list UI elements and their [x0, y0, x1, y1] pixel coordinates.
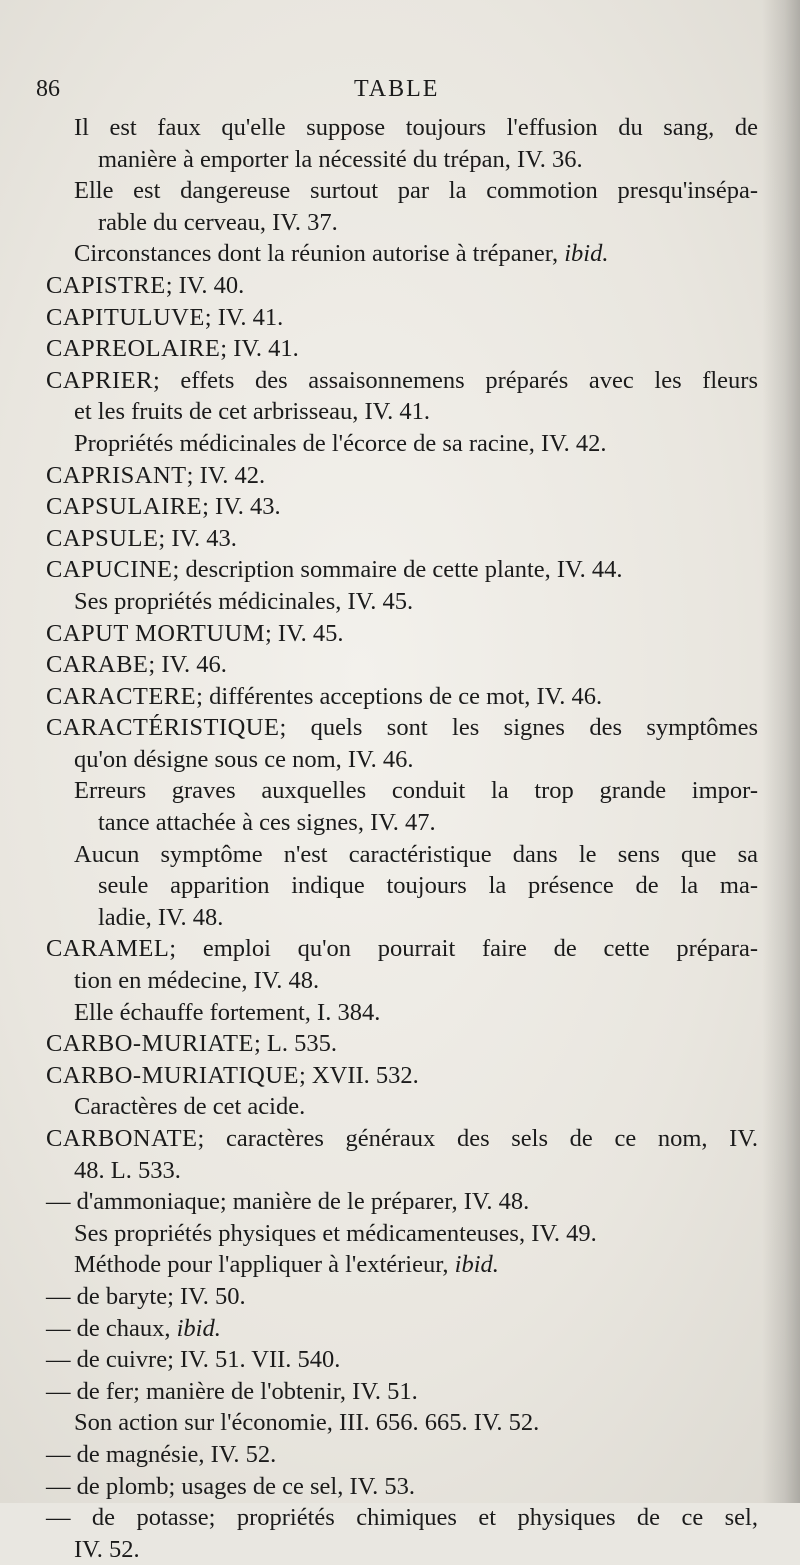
entry-text: ; emploi qu'on pourrait faire de cette prépara- [169, 935, 758, 963]
index-subentry-line [46, 870, 758, 902]
index-subentry-line [46, 1218, 758, 1250]
index-subentry-line [46, 775, 758, 807]
entry-text: — de chaux, [46, 1314, 177, 1342]
index-entry-line [46, 554, 758, 586]
index-entry-line [46, 649, 758, 681]
headword: CAPUCINE [46, 556, 173, 584]
index-subentry-line [46, 1471, 758, 1503]
entry-text: Caractères de cet acide. [74, 1093, 306, 1121]
headword: CAPITULUVE [46, 303, 205, 331]
entry-text: — de plomb; usages de ce sel, IV. 53. [46, 1472, 416, 1500]
entry-text: — d'ammoniaque; manière de le préparer, IV. 48. [46, 1188, 530, 1216]
index-subentry-line [46, 175, 758, 207]
index-entry-line [46, 933, 758, 965]
entry-text: ; IV. 45. [265, 619, 344, 647]
index-entry-line [46, 523, 758, 555]
entry-text: tion en médecine, IV. 48. [74, 967, 320, 995]
index-subentry-line [46, 144, 758, 176]
index-subentry-line [46, 839, 758, 871]
index-subentry-line [46, 207, 758, 239]
index-subentry-line [46, 238, 758, 270]
entry-text: ; IV. 41. [204, 303, 284, 331]
entry-text: Méthode pour l'appliquer à l'extérieur, [74, 1251, 455, 1279]
headword: CAPUT MORTUUM [46, 619, 265, 647]
entry-text: — de cuivre; IV. 51. VII. 540. [46, 1346, 341, 1374]
entry-text: ; quels sont les signes des symptômes [279, 714, 758, 742]
headword: CARBONATE [46, 1125, 198, 1152]
index-entry-line [46, 1123, 758, 1155]
index-subentry-line [46, 1313, 758, 1345]
index-entry-line [46, 270, 758, 302]
page-number: 86 [36, 76, 60, 102]
entry-text: et les fruits de cet arbrisseau, IV. 41. [74, 398, 431, 426]
page-header [36, 76, 756, 106]
entry-text: Son action sur l'économie, III. 656. 665. IV. 52. [74, 1409, 540, 1437]
index-entry-line [46, 460, 758, 492]
entry-text: qu'on désigne sous ce nom, IV. 46. [74, 745, 414, 773]
entry-text: Ses propriétés physiques et médicamenteuses, IV. 49. [74, 1219, 597, 1247]
headword: CAPRIER [46, 366, 153, 394]
index-subentry-line [46, 1439, 758, 1471]
index-subentry-line [46, 1502, 758, 1534]
index-subentry-line [46, 586, 758, 618]
index-subentry-line [46, 1534, 758, 1565]
index-subentry-line [46, 902, 758, 934]
headword: CAPSULAIRE [46, 493, 203, 521]
index-entry-line [46, 681, 758, 713]
entry-text: Elle est dangereuse surtout par la commotion presqu'insépa- [74, 177, 758, 205]
entry-text: ; description sommaire de cette plante, IV. 44. [172, 556, 623, 584]
index-entry-line [46, 1060, 758, 1092]
entry-text: ; IV. 40. [165, 271, 245, 299]
entry-text: Il est faux qu'elle suppose toujours l'effusion du sang, de [74, 114, 758, 141]
entry-text: Aucun symptôme n'est caractéristique dans le sens que sa [74, 840, 758, 868]
index-subentry-line [46, 1376, 758, 1408]
index-subentry-line [46, 1407, 758, 1439]
italic-reference: ibid. [564, 240, 609, 268]
entry-text: ; IV. 42. [186, 461, 266, 489]
entry-text: IV. 52. [74, 1535, 140, 1563]
headword: CAPRISANT [46, 461, 187, 489]
entry-text: ladie, IV. 48. [98, 903, 224, 931]
index-entry-line [46, 491, 758, 523]
entry-text: Propriétés médicinales de l'écorce de sa racine, IV. 42. [74, 429, 607, 457]
entry-text: ; IV. 46. [148, 651, 227, 679]
headword: CARACTÉRISTIQUE [46, 714, 280, 742]
entry-text: ; différentes acceptions de ce mot, IV. 46. [196, 682, 603, 710]
headword: CARACTERE [46, 682, 197, 710]
entry-text: — de fer; manière de l'obtenir, IV. 51. [46, 1377, 418, 1405]
index-subentry-line [46, 112, 758, 144]
entry-text: Elle échauffe fortement, I. 384. [74, 998, 381, 1026]
index-subentry-line [46, 744, 758, 776]
entry-text: ; IV. 41. [220, 335, 299, 363]
entry-text: tance attachée à ces signes, IV. 47. [98, 809, 436, 837]
index-subentry-line [46, 428, 758, 460]
italic-reference: ibid. [454, 1251, 499, 1279]
index-entry-line [46, 1028, 758, 1060]
index-subentry-line [46, 1155, 758, 1187]
index-subentry-line [46, 1281, 758, 1313]
index-entries [46, 112, 758, 1565]
entry-text: Ses propriétés médicinales, IV. 45. [74, 587, 414, 615]
entry-text: seule apparition indique toujours la présence de la ma- [98, 872, 758, 900]
index-subentry-line [46, 1344, 758, 1376]
page-edge-shadow [762, 0, 800, 1503]
entry-text: Circonstances dont la réunion autorise à trépaner, [74, 240, 565, 268]
entry-text: — de magnésie, IV. 52. [46, 1440, 277, 1468]
index-subentry-line [46, 396, 758, 428]
headword: CARBO-MURIATIQUE [46, 1061, 299, 1089]
headword: CARAMEL [46, 935, 170, 963]
index-entry-line [46, 618, 758, 650]
index-subentry-line [46, 1186, 758, 1218]
index-subentry-line [46, 965, 758, 997]
index-subentry-line [46, 1249, 758, 1281]
running-head: TABLE [354, 76, 440, 102]
index-subentry-line [46, 997, 758, 1029]
entry-text: ; caractères généraux des sels de ce nom, IV. [197, 1125, 758, 1152]
entry-text: — de baryte; IV. 50. [46, 1282, 246, 1310]
entry-text: 48. L. 533. [74, 1156, 181, 1184]
index-entry-line [46, 712, 758, 744]
headword: CAPISTRE [46, 271, 166, 299]
entry-text: rable du cerveau, IV. 37. [98, 208, 338, 236]
headword: CARABE [46, 651, 149, 679]
italic-reference: ibid. [176, 1314, 221, 1342]
index-subentry-line [46, 807, 758, 839]
entry-text: ; IV. 43. [202, 493, 281, 521]
index-entry-line [46, 365, 758, 397]
entry-text: Erreurs graves auxquelles conduit la trop grande impor- [74, 777, 758, 805]
entry-text: manière à emporter la nécessité du trépan, IV. 36. [98, 145, 583, 173]
headword: CARBO-MURIATE [46, 1030, 254, 1058]
entry-text: ; L. 535. [253, 1030, 337, 1058]
entry-text: ; effets des assaisonnemens préparés avec les fleurs [152, 366, 758, 394]
index-entry-line [46, 333, 758, 365]
entry-text: ; XVII. 532. [299, 1061, 419, 1089]
entry-text: ; IV. 43. [158, 524, 237, 552]
index-entry-line [46, 302, 758, 334]
entry-text: — de potasse; propriétés chimiques et physiques de ce sel, [46, 1504, 758, 1532]
index-subentry-line [46, 1091, 758, 1123]
headword: CAPSULE [46, 524, 159, 552]
headword: CAPREOLAIRE [46, 335, 221, 363]
